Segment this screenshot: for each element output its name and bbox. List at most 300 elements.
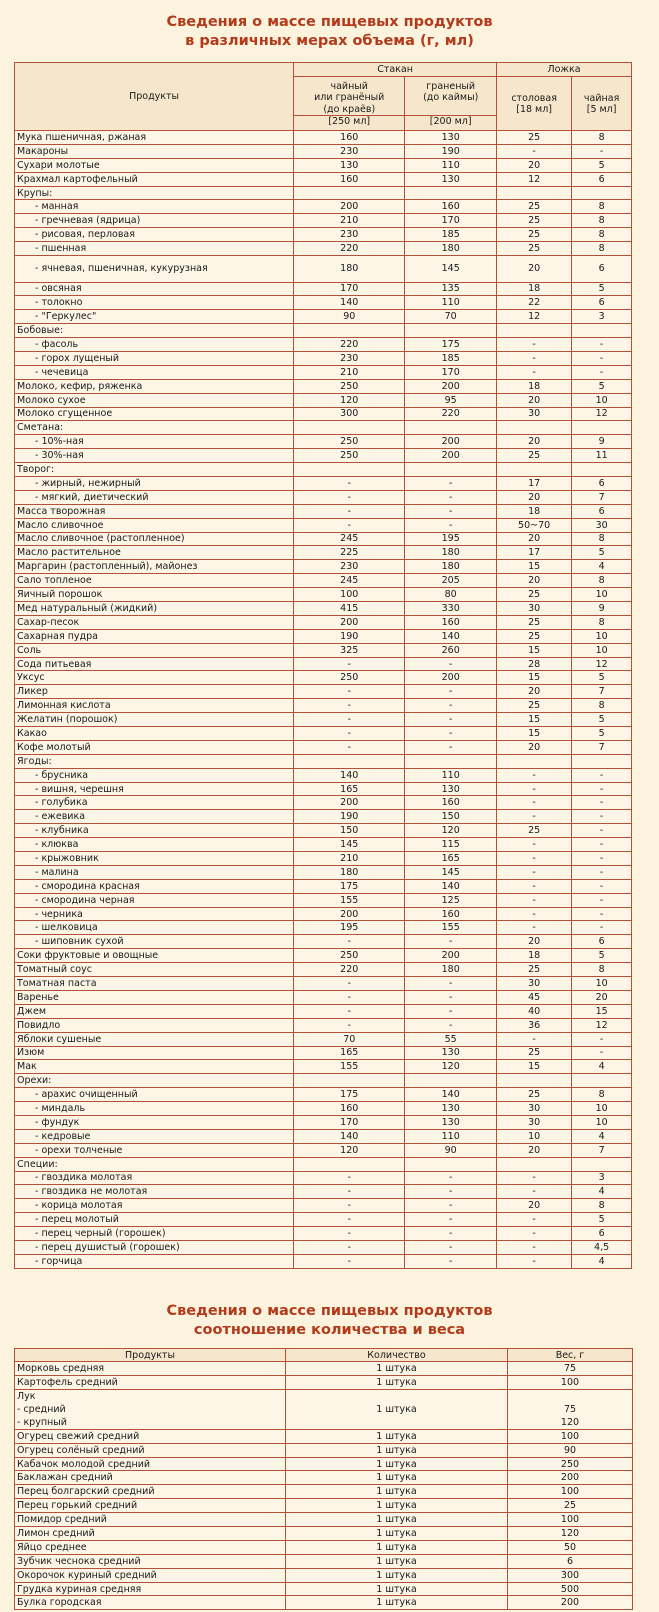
spoon-tea-cell: - — [572, 351, 632, 365]
glass-tea-cell: 160 — [294, 172, 405, 186]
table-row — [15, 838, 632, 852]
glass-tea-cell: 220 — [294, 242, 405, 256]
glass-tea-cell: - — [294, 740, 405, 754]
product-name-cell: - перец черный (горошек) — [15, 1227, 294, 1241]
spoon-table-cell: 20 — [497, 935, 572, 949]
glass-faceted-cell: 195 — [405, 532, 497, 546]
spoon-table-cell: 15 — [497, 727, 572, 741]
glass-faceted-cell — [405, 1074, 497, 1088]
weight-line: 75 — [563, 1403, 577, 1415]
product-name-cell: Мед натуральный (жидкий) — [15, 602, 294, 616]
table-row — [15, 407, 632, 421]
glass-faceted-cell: 70 — [405, 310, 497, 324]
glass-tea-cell: 150 — [294, 824, 405, 838]
spoon-table-cell — [497, 754, 572, 768]
glass-tea-cell: - — [294, 1004, 405, 1018]
product-name-cell: Молоко, кефир, ряженка — [15, 379, 294, 393]
product-name-cell: Кофе молотый — [15, 740, 294, 754]
spoon-tea-cell — [572, 324, 632, 338]
weight-cell: 120 — [508, 1527, 633, 1541]
spoon-tea-cell: - — [572, 796, 632, 810]
glass-tea-cell: - — [294, 1254, 405, 1268]
product-name-cell: - ежевика — [15, 810, 294, 824]
spoon-table-cell — [497, 324, 572, 338]
spoon-table-cell: - — [497, 351, 572, 365]
product-name-cell: - перец душистый (горошек) — [15, 1240, 294, 1254]
spoon-tea-cell: 9 — [572, 435, 632, 449]
spoon-tea-cell: 5 — [572, 949, 632, 963]
table-row — [15, 1018, 632, 1032]
product-name-line: - средний — [17, 1403, 66, 1415]
table-row — [15, 921, 632, 935]
volume-table-title — [0, 13, 659, 51]
table-row — [15, 629, 632, 643]
product-name-cell: Молоко сухое — [15, 393, 294, 407]
glass-tea-cell — [294, 186, 405, 200]
glass-faceted-cell: 130 — [405, 1102, 497, 1116]
table-row — [15, 713, 632, 727]
product-name-cell: Сметана: — [15, 421, 294, 435]
product-name-cell: - брусника — [15, 768, 294, 782]
spoon-table-cell — [497, 463, 572, 477]
glass-faceted-cell: 200 — [405, 949, 497, 963]
quantity-cell: 1 штука — [286, 1527, 508, 1541]
glass-faceted-cell: - — [405, 490, 497, 504]
spoon-table-cell: - — [497, 782, 572, 796]
spoon-table-cell: - — [497, 144, 572, 158]
table-row — [15, 546, 632, 560]
table-row — [15, 1157, 632, 1171]
quantity-cell: 1 штука — [286, 1471, 508, 1485]
spoon-table-cell: 22 — [497, 296, 572, 310]
glass-tea-cell: 165 — [294, 1046, 405, 1060]
table-row — [15, 1527, 633, 1541]
spoon-table-cell: 25 — [497, 1046, 572, 1060]
spoon-tea-cell: 8 — [572, 242, 632, 256]
product-name-cell: Грудка куриная средняя — [15, 1582, 286, 1596]
product-name-cell: - гречневая (ядрица) — [15, 214, 294, 228]
spoon-tea-cell: 7 — [572, 490, 632, 504]
glass-faceted-cell: 130 — [405, 131, 497, 145]
product-name-cell: - гвоздика не молотая — [15, 1185, 294, 1199]
glass-faceted-cell: 120 — [405, 824, 497, 838]
glass-faceted-cell: 80 — [405, 588, 497, 602]
spoon-table-cell: 25 — [497, 200, 572, 214]
product-name-cell: - вишня, черешня — [15, 782, 294, 796]
glass-faceted-cell: - — [405, 713, 497, 727]
weight-cell: 75 — [508, 1362, 633, 1376]
product-name-cell: - овсяная — [15, 282, 294, 296]
glass-faceted-cell: 140 — [405, 629, 497, 643]
spoon-table-cell: - — [497, 893, 572, 907]
product-name-cell: - "Геркулес" — [15, 310, 294, 324]
table-row — [15, 643, 632, 657]
table-row — [15, 796, 632, 810]
spoon-tea-cell: - — [572, 824, 632, 838]
glass-tea-cell: 230 — [294, 144, 405, 158]
glass-faceted-cell: 155 — [405, 921, 497, 935]
spoon-table-cell: 25 — [497, 1088, 572, 1102]
product-name-cell: - крыжовник — [15, 852, 294, 866]
spoon-table-cell: 25 — [497, 588, 572, 602]
glass-tea-cell: - — [294, 1227, 405, 1241]
volume-title-line1: Сведения о массе пищевых продуктов — [166, 14, 493, 30]
spoon-tea-cell: 9 — [572, 602, 632, 616]
spoon-tea-cell: 8 — [572, 1199, 632, 1213]
glass-faceted-cell: 160 — [405, 615, 497, 629]
spoon-tea-cell: - — [572, 865, 632, 879]
product-name-cell: Сало топленое — [15, 574, 294, 588]
glass-faceted-cell: 200 — [405, 449, 497, 463]
glass-tea-cell: 210 — [294, 852, 405, 866]
table-row — [15, 907, 632, 921]
table-row — [15, 879, 632, 893]
product-name-cell: Томатная паста — [15, 977, 294, 991]
table-row — [15, 657, 632, 671]
glass-tea-cell: 250 — [294, 671, 405, 685]
spoon-table-cell: 25 — [497, 131, 572, 145]
spoon-table-cell: 20 — [497, 1143, 572, 1157]
product-name-cell: Мак — [15, 1060, 294, 1074]
product-name-cell: - пшенная — [15, 242, 294, 256]
glass-tea-cell: - — [294, 518, 405, 532]
product-name-cell: Сухари молотые — [15, 158, 294, 172]
product-name-cell: - манная — [15, 200, 294, 214]
glass-tea-cell: 300 — [294, 407, 405, 421]
glass-tea-cell: 180 — [294, 865, 405, 879]
spoon-table-cell: 30 — [497, 977, 572, 991]
product-name-cell: - миндаль — [15, 1102, 294, 1116]
table-row — [15, 865, 632, 879]
glass-faceted-cell: 110 — [405, 1129, 497, 1143]
spoon-table-cell: - — [497, 768, 572, 782]
table-row — [15, 324, 632, 338]
product-name-cell: - гвоздика молотая — [15, 1171, 294, 1185]
glass-tea-cell: 325 — [294, 643, 405, 657]
glass-tea-cell: - — [294, 990, 405, 1004]
glass-faceted-cell: 165 — [405, 852, 497, 866]
product-name-cell: - жирный, нежирный — [15, 476, 294, 490]
glass-tea-cell: - — [294, 713, 405, 727]
spoon-tea-cell: 8 — [572, 963, 632, 977]
spoon-tea-cell: 12 — [572, 407, 632, 421]
spoon-tea-cell: 8 — [572, 1088, 632, 1102]
product-name-cell: - горох лущеный — [15, 351, 294, 365]
product-name-cell: - фасоль — [15, 338, 294, 352]
glass-faceted-cell: 180 — [405, 242, 497, 256]
spoon-table-cell: 20 — [497, 532, 572, 546]
glass-tea-cell: 190 — [294, 810, 405, 824]
product-name-cell: Какао — [15, 727, 294, 741]
product-name-cell: Перец болгарский средний — [15, 1485, 286, 1499]
spoon-table-cell: 25 — [497, 228, 572, 242]
quantity-cell: 1 штука — [286, 1596, 508, 1610]
product-name-cell: Томатный соус — [15, 963, 294, 977]
product-name-cell: - клюква — [15, 838, 294, 852]
glass-tea-cell: 200 — [294, 796, 405, 810]
glass-tea-cell: 200 — [294, 200, 405, 214]
glass-tea-cell: 210 — [294, 214, 405, 228]
glass-faceted-cell: 185 — [405, 228, 497, 242]
spoon-table-cell: 15 — [497, 671, 572, 685]
glass-tea-cell: 170 — [294, 282, 405, 296]
glass-faceted-cell: 260 — [405, 643, 497, 657]
quantity-cell: 1 штука — [286, 1429, 508, 1443]
spoon-table-cell: 20 — [497, 435, 572, 449]
spoon-tea-cell: 8 — [572, 699, 632, 713]
table-row — [15, 463, 632, 477]
glass-faceted-cell: - — [405, 1199, 497, 1213]
product-name-cell: - малина — [15, 865, 294, 879]
spoon-table-cell: - — [497, 865, 572, 879]
glass-tea-cell: 160 — [294, 131, 405, 145]
glass-tea-cell: 180 — [294, 256, 405, 283]
product-name-cell: - перец молотый — [15, 1213, 294, 1227]
glass-tea-cell: 225 — [294, 546, 405, 560]
table-row — [15, 1513, 633, 1527]
glass-tea-cell: 250 — [294, 449, 405, 463]
table-row — [15, 338, 632, 352]
product-name-cell: Яйцо среднее — [15, 1540, 286, 1554]
table-row — [15, 1088, 632, 1102]
spoon-tea-cell: 10 — [572, 393, 632, 407]
table-row — [15, 435, 632, 449]
product-name-cell: - смородина красная — [15, 879, 294, 893]
glass-tea-cell: 155 — [294, 893, 405, 907]
glass-faceted-cell: 125 — [405, 893, 497, 907]
spoon-tea-cell: 10 — [572, 588, 632, 602]
spoon-tea-cell — [572, 1074, 632, 1088]
product-name-cell: - орехи толченые — [15, 1143, 294, 1157]
quantity-table — [14, 1348, 633, 1610]
spoon-tea-cell: 10 — [572, 1115, 632, 1129]
glass-faceted-cell: 180 — [405, 963, 497, 977]
glass-tea-cell: 195 — [294, 921, 405, 935]
header-glass: Стакан — [294, 63, 497, 77]
header2-products: Продукты — [15, 1349, 286, 1362]
glass-tea-cell: 120 — [294, 1143, 405, 1157]
spoon-tea-cell: - — [572, 921, 632, 935]
glass-faceted-cell: 220 — [405, 407, 497, 421]
glass-faceted-cell — [405, 324, 497, 338]
quantity-table-body — [15, 1362, 633, 1610]
glass-tea-cell: - — [294, 699, 405, 713]
quantity-cell: 1 штука — [286, 1554, 508, 1568]
glass-faceted-cell: 160 — [405, 200, 497, 214]
product-name-cell: Помидор средний — [15, 1513, 286, 1527]
glass-tea-cell: - — [294, 657, 405, 671]
spoon-table-cell: 18 — [497, 504, 572, 518]
glass-tea-cell: 175 — [294, 1088, 405, 1102]
table-row — [15, 1199, 632, 1213]
product-name-cell: Сахар-песок — [15, 615, 294, 629]
spoon-tea-cell: 5 — [572, 1213, 632, 1227]
glass-tea-cell: 130 — [294, 158, 405, 172]
glass-faceted-cell: 180 — [405, 560, 497, 574]
glass-faceted-cell: 160 — [405, 796, 497, 810]
table-row — [15, 1102, 632, 1116]
glass-tea-cell: 90 — [294, 310, 405, 324]
product-name-cell: Маргарин (растопленный), майонез — [15, 560, 294, 574]
spoon-tea-cell: 5 — [572, 671, 632, 685]
spoon-tea-cell: 8 — [572, 615, 632, 629]
table-row — [15, 1185, 632, 1199]
product-name-cell: Уксус — [15, 671, 294, 685]
table-row — [15, 1471, 633, 1485]
glass-faceted-cell: 145 — [405, 256, 497, 283]
glass-tea-cell: - — [294, 1240, 405, 1254]
table-row — [15, 421, 632, 435]
spoon-tea-cell: 6 — [572, 296, 632, 310]
product-name-cell: Ягоды: — [15, 754, 294, 768]
glass-tea-cell: 210 — [294, 365, 405, 379]
glass-faceted-cell: 160 — [405, 907, 497, 921]
product-name-cell: Яблоки сушеные — [15, 1032, 294, 1046]
table-row — [15, 1485, 633, 1499]
glass-tea-cell — [294, 463, 405, 477]
glass-faceted-cell: 170 — [405, 365, 497, 379]
table-row — [15, 282, 632, 296]
table-row — [15, 242, 632, 256]
spoon-table-cell: 25 — [497, 963, 572, 977]
spoon-table-cell: - — [497, 838, 572, 852]
glass-faceted-cell: - — [405, 685, 497, 699]
spoon-table-cell — [497, 1074, 572, 1088]
glass-faceted-cell — [405, 1157, 497, 1171]
table-row — [15, 754, 632, 768]
glass-tea-cell: - — [294, 977, 405, 991]
spoon-tea-cell: 8 — [572, 228, 632, 242]
spoon-tea-cell: 4 — [572, 560, 632, 574]
table-row — [15, 893, 632, 907]
glass-faceted-cell: - — [405, 1185, 497, 1199]
spoon-tea-cell: 11 — [572, 449, 632, 463]
table-row — [15, 476, 632, 490]
spoon-tea-cell: 4 — [572, 1060, 632, 1074]
glass-faceted-cell: - — [405, 1171, 497, 1185]
product-name-cell: - рисовая, перловая — [15, 228, 294, 242]
spoon-table-cell: 10 — [497, 1129, 572, 1143]
spoon-table-cell: 30 — [497, 1102, 572, 1116]
spoon-tea-cell: - — [572, 144, 632, 158]
spoon-tea-cell — [572, 754, 632, 768]
table-row — [15, 824, 632, 838]
glass-faceted-cell — [405, 754, 497, 768]
glass-tea-cell: 140 — [294, 1129, 405, 1143]
spoon-table-cell: 20 — [497, 1199, 572, 1213]
quantity-cell: 1 штука — [286, 1443, 508, 1457]
weight-cell: 200 — [508, 1471, 633, 1485]
spoon-table-cell: - — [497, 907, 572, 921]
table-row — [15, 158, 632, 172]
weight-cell: 6 — [508, 1554, 633, 1568]
spoon-tea-cell — [572, 186, 632, 200]
product-name-cell: - арахис очищенный — [15, 1088, 294, 1102]
glass-faceted-cell — [405, 186, 497, 200]
spoon-tea-cell: - — [572, 852, 632, 866]
glass-tea-cell: - — [294, 476, 405, 490]
spoon-table-cell: - — [497, 338, 572, 352]
product-name-cell: Соки фруктовые и овощные — [15, 949, 294, 963]
glass-tea-cell: 250 — [294, 379, 405, 393]
spoon-table-cell: 40 — [497, 1004, 572, 1018]
spoon-tea-cell: 4 — [572, 1129, 632, 1143]
glass-faceted-cell — [405, 421, 497, 435]
glass-tea-cell: 220 — [294, 963, 405, 977]
spoon-table-cell — [497, 1157, 572, 1171]
glass-faceted-cell: - — [405, 1240, 497, 1254]
product-name-cell: Огурец солёный средний — [15, 1443, 286, 1457]
spoon-table-cell: 12 — [497, 310, 572, 324]
spoon-tea-cell — [572, 1157, 632, 1171]
spoon-tea-cell: 10 — [572, 977, 632, 991]
spoon-tea-cell: - — [572, 782, 632, 796]
glass-tea-cell: 245 — [294, 532, 405, 546]
spoon-tea-cell: - — [572, 879, 632, 893]
weight-cell: 50 — [508, 1540, 633, 1554]
glass-faceted-cell: 170 — [405, 214, 497, 228]
spoon-tea-cell: 3 — [572, 310, 632, 324]
spoon-tea-cell: 6 — [572, 256, 632, 283]
spoon-table-cell: 20 — [497, 393, 572, 407]
glass-tea-cell: 160 — [294, 1102, 405, 1116]
quantity-cell: 1 штука — [286, 1375, 508, 1389]
table-row — [15, 131, 632, 145]
glass-tea-cell: 155 — [294, 1060, 405, 1074]
spoon-tea-cell: - — [572, 365, 632, 379]
spoon-tea-cell — [572, 421, 632, 435]
product-name-cell: - корица молотая — [15, 1199, 294, 1213]
table-row — [15, 490, 632, 504]
spoon-tea-cell: 12 — [572, 1018, 632, 1032]
product-name-line: - крупный — [17, 1416, 67, 1428]
spoon-tea-cell: 5 — [572, 546, 632, 560]
spoon-table-cell: 20 — [497, 490, 572, 504]
product-name-cell: Варенье — [15, 990, 294, 1004]
spoon-table-cell: 28 — [497, 657, 572, 671]
spoon-tea-cell: 6 — [572, 172, 632, 186]
spoon-table-cell: - — [497, 879, 572, 893]
table-row — [15, 935, 632, 949]
table-row — [15, 200, 632, 214]
table-row — [15, 1254, 632, 1268]
glass-tea-cell: - — [294, 1199, 405, 1213]
weight-cell: 500 — [508, 1582, 633, 1596]
weight-cell: 100 — [508, 1485, 633, 1499]
table-row — [15, 1143, 632, 1157]
spoon-table-cell: 45 — [497, 990, 572, 1004]
table-row — [15, 685, 632, 699]
product-name-cell: - шиповник сухой — [15, 935, 294, 949]
glass-tea-cell: 170 — [294, 1115, 405, 1129]
weight-cell: 25 — [508, 1499, 633, 1513]
spoon-tea-cell: 10 — [572, 629, 632, 643]
spoon-table-cell: - — [497, 1171, 572, 1185]
glass-faceted-cell: - — [405, 518, 497, 532]
glass-faceted-cell: 185 — [405, 351, 497, 365]
table-row — [15, 518, 632, 532]
spoon-table-cell: - — [497, 1254, 572, 1268]
spoon-tea-cell: 7 — [572, 740, 632, 754]
quantity-cell: 1 штука — [286, 1582, 508, 1596]
glass-tea-cell: 190 — [294, 629, 405, 643]
spoon-table-cell: 36 — [497, 1018, 572, 1032]
product-name-cell: Морковь средняя — [15, 1362, 286, 1376]
table-row — [15, 1032, 632, 1046]
glass-faceted-cell: 140 — [405, 879, 497, 893]
product-name-cell: Масло растительное — [15, 546, 294, 560]
glass-tea-cell: - — [294, 490, 405, 504]
